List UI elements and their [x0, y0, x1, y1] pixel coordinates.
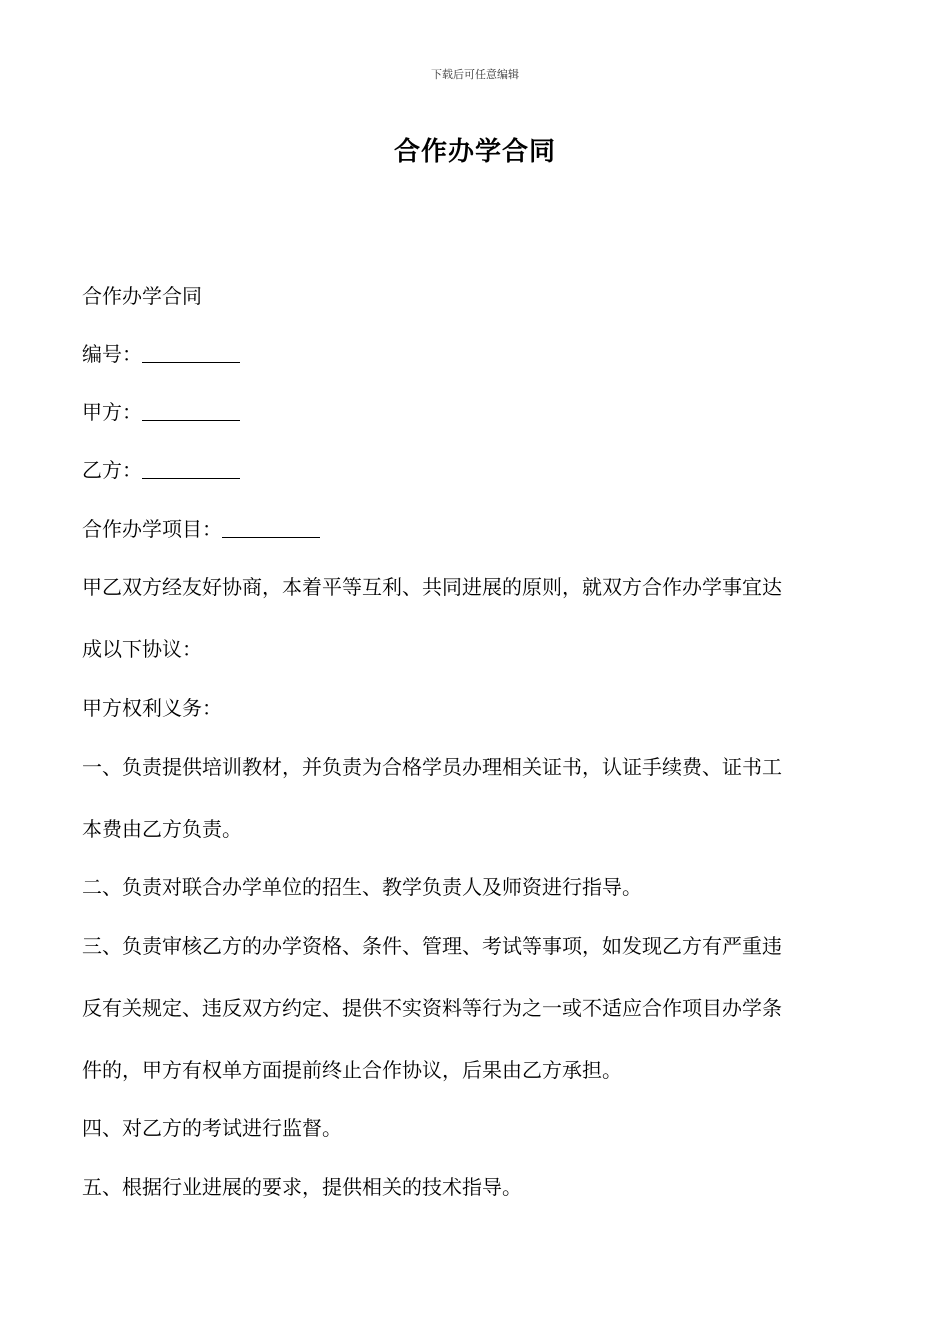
header-note: 下载后可任意编辑	[431, 68, 519, 81]
party-a-label: 甲方：	[82, 400, 142, 424]
preamble-line-1: 甲乙双方经友好协商，本着平等互利、共同进展的原则，就双方合作办学事宜达	[82, 575, 782, 599]
contract-heading	[82, 282, 202, 310]
clause-4: 四、对乙方的考试进行监督。	[82, 1116, 342, 1140]
project-line	[82, 515, 320, 543]
party-b-label: 乙方：	[82, 458, 142, 482]
clause-1-line-2: 本费由乙方负责。	[82, 817, 242, 841]
clause-1-line-1: 一、负责提供培训教材，并负责为合格学员办理相关证书，认证手续费、证书工	[82, 755, 782, 779]
document-title: 合作办学合同	[393, 137, 556, 167]
project-label: 合作办学项目：	[82, 517, 222, 541]
project-blank	[222, 517, 320, 538]
contract-number-blank	[142, 342, 240, 363]
party-a-line	[82, 398, 240, 426]
clause-3-line-2: 反有关规定、违反双方约定、提供不实资料等行为之一或不适应合作项目办学条	[82, 996, 782, 1020]
party-a-blank	[142, 400, 240, 421]
contract-heading-text: 合作办学合同	[82, 284, 202, 308]
preamble-line-2: 成以下协议：	[82, 637, 202, 661]
section-heading-party-a: 甲方权利义务：	[82, 696, 222, 720]
contract-number-line	[82, 340, 240, 368]
contract-number-label: 编号：	[82, 342, 142, 366]
party-b-blank	[142, 458, 240, 479]
clause-3-line-1: 三、负责审核乙方的办学资格、条件、管理、考试等事项，如发现乙方有严重违	[82, 934, 782, 958]
clause-3-line-3: 件的，甲方有权单方面提前终止合作协议，后果由乙方承担。	[82, 1058, 622, 1082]
clause-2: 二、负责对联合办学单位的招生、教学负责人及师资进行指导。	[82, 875, 642, 899]
clause-5: 五、根据行业进展的要求，提供相关的技术指导。	[82, 1175, 522, 1199]
party-b-line	[82, 456, 240, 484]
